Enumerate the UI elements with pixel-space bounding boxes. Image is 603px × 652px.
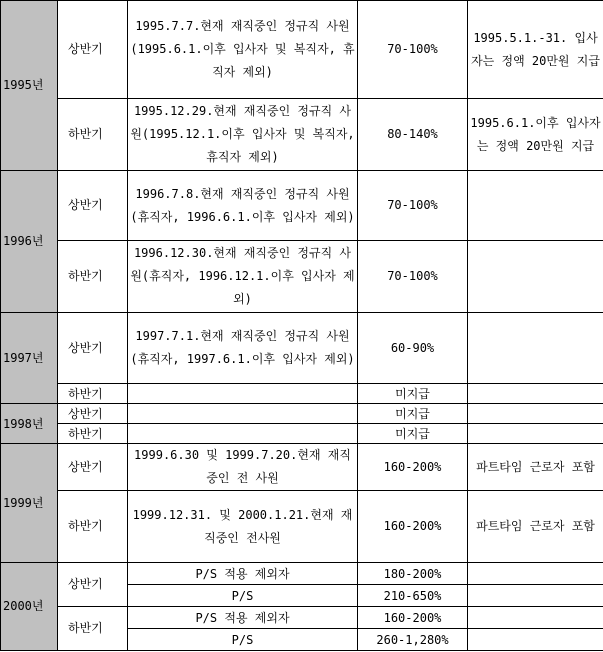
year-cell: 2000년	[1, 563, 58, 651]
table-row	[1, 563, 603, 585]
rate-cell: 160-200%	[358, 607, 468, 629]
half-cell: 하반기	[58, 99, 128, 171]
rate-cell: 60-90%	[358, 313, 468, 384]
half-cell: 상반기	[58, 444, 128, 491]
half-cell: 하반기	[58, 607, 128, 651]
rate-cell: 미지급	[358, 384, 468, 404]
target-cell	[128, 404, 358, 424]
rate-cell: 180-200%	[358, 563, 468, 585]
table-row	[1, 444, 603, 491]
note-cell: 1995.5.1.-31. 입사자는 정액 20만원 지급	[468, 1, 603, 99]
target-cell: 1999.12.31. 및 2000.1.21.현재 재직중인 전사원	[128, 491, 358, 563]
table-row	[1, 424, 603, 444]
rate-cell: 70-100%	[358, 241, 468, 313]
year-cell: 1999년	[1, 444, 58, 563]
table-row	[1, 171, 603, 241]
rate-cell: 70-100%	[358, 1, 468, 99]
note-cell	[468, 424, 603, 444]
table-row	[1, 607, 603, 629]
rate-cell: 210-650%	[358, 585, 468, 607]
rate-cell: 160-200%	[358, 444, 468, 491]
note-cell: 파트타임 근로자 포함	[468, 491, 603, 563]
rate-cell: 70-100%	[358, 171, 468, 241]
target-cell	[128, 424, 358, 444]
target-cell: P/S	[128, 629, 358, 651]
target-cell: P/S	[128, 585, 358, 607]
target-cell: 1997.7.1.현재 재직중인 정규직 사원(휴직자, 1997.6.1.이후 입사자 제외)	[128, 313, 358, 384]
target-cell: 1996.7.8.현재 재직중인 정규직 사원(휴직자, 1996.6.1.이후 입사자 제외)	[128, 171, 358, 241]
note-cell: 파트타임 근로자 포함	[468, 444, 603, 491]
table-row	[1, 384, 603, 404]
target-cell: P/S 적용 제외자	[128, 563, 358, 585]
table-row	[1, 404, 603, 424]
table-row	[1, 313, 603, 384]
table-row	[1, 241, 603, 313]
rate-cell: 80-140%	[358, 99, 468, 171]
year-cell: 1995년	[1, 1, 58, 171]
target-cell: 1999.6.30 및 1999.7.20.현재 재직중인 전 사원	[128, 444, 358, 491]
year-cell: 1998년	[1, 404, 58, 444]
half-cell: 상반기	[58, 171, 128, 241]
note-cell	[468, 607, 603, 629]
note-cell: 1995.6.1.이후 입사자는 정액 20만원 지급	[468, 99, 603, 171]
rate-cell: 260-1,280%	[358, 629, 468, 651]
note-cell	[468, 313, 603, 384]
target-cell: 1996.12.30.현재 재직중인 정규직 사원(휴직자, 1996.12.1.이후 입사자 제외)	[128, 241, 358, 313]
half-cell: 하반기	[58, 384, 128, 404]
note-cell	[468, 563, 603, 585]
rate-cell: 미지급	[358, 424, 468, 444]
note-cell	[468, 404, 603, 424]
table-row	[1, 99, 603, 171]
note-cell	[468, 629, 603, 651]
rate-cell: 미지급	[358, 404, 468, 424]
note-cell	[468, 585, 603, 607]
note-cell	[468, 171, 603, 241]
target-cell: 1995.7.7.현재 재직중인 정규직 사원(1995.6.1.이후 입사자 및 복직자, 휴직자 제외)	[128, 1, 358, 99]
half-cell: 하반기	[58, 491, 128, 563]
target-cell	[128, 384, 358, 404]
table-row	[1, 491, 603, 563]
note-cell	[468, 384, 603, 404]
rate-cell: 160-200%	[358, 491, 468, 563]
half-cell: 상반기	[58, 1, 128, 99]
table-row	[1, 1, 603, 99]
note-cell	[468, 241, 603, 313]
half-cell: 상반기	[58, 404, 128, 424]
target-cell: P/S 적용 제외자	[128, 607, 358, 629]
year-cell: 1997년	[1, 313, 58, 404]
half-cell: 하반기	[58, 241, 128, 313]
target-cell: 1995.12.29.현재 재직중인 정규직 사원(1995.12.1.이후 입사자 및 복직자, 휴직자 제외)	[128, 99, 358, 171]
half-cell: 상반기	[58, 313, 128, 384]
half-cell: 상반기	[58, 563, 128, 607]
year-cell: 1996년	[1, 171, 58, 313]
half-cell: 하반기	[58, 424, 128, 444]
